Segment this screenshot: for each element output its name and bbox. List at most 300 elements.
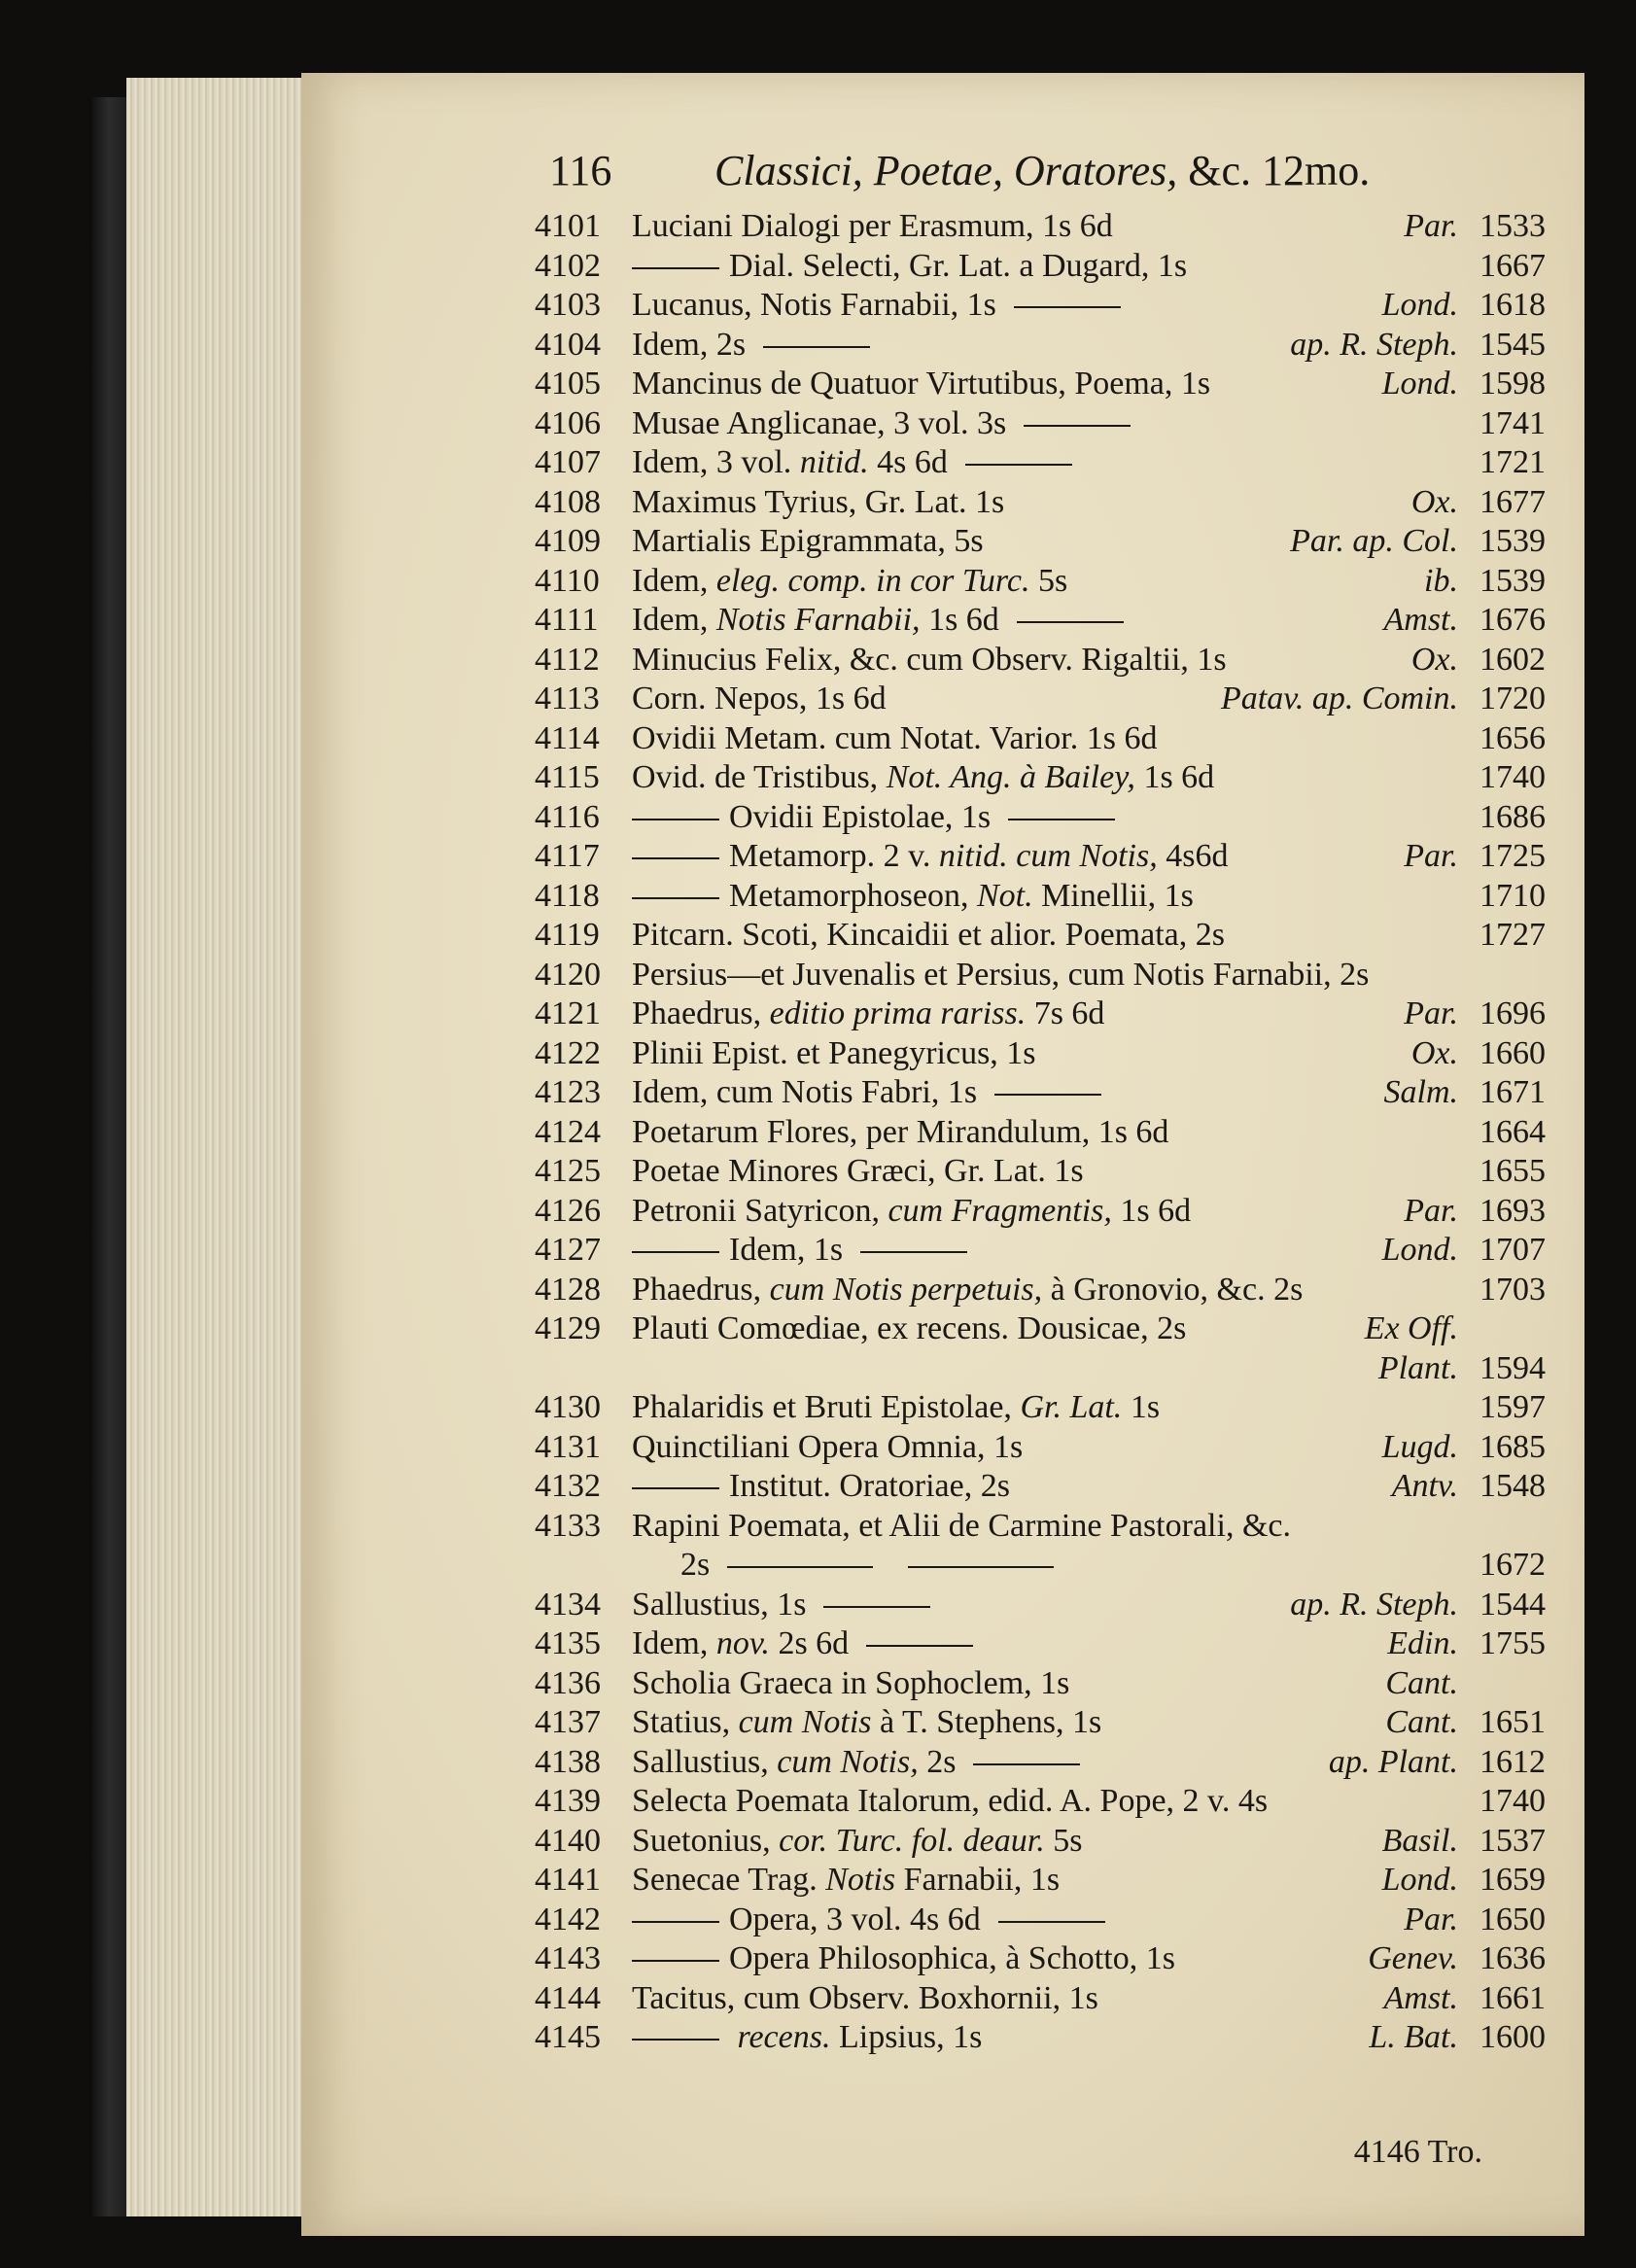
entry-title-text: Phaedrus, [632, 995, 762, 1031]
entry-title [632, 1939, 1175, 1979]
entry-year: 1602 [1479, 641, 1546, 678]
entry-title [632, 1703, 1101, 1743]
entry-title-italic: cum Notis perpetuis, [769, 1271, 1043, 1308]
entry-year: 1659 [1479, 1862, 1546, 1898]
entry-year: 1651 [1479, 1704, 1546, 1740]
entry-title [632, 207, 1113, 247]
entry-number: 4117 [535, 838, 600, 874]
catalogue-entry [535, 286, 1546, 326]
entry-year: 1693 [1479, 1192, 1546, 1229]
entry-title [632, 1624, 991, 1664]
leader-rule [727, 1566, 873, 1568]
entry-number: 4140 [535, 1822, 601, 1859]
entry-number: 4141 [535, 1862, 601, 1898]
entry-title [632, 326, 888, 366]
entry-title-text: Minucius Felix, &c. cum Observ. Rigaltii, 1s [632, 641, 1227, 678]
entry-title-text: Statius, [632, 1704, 731, 1740]
entry-title-italic: Not. Ang. à Bailey, [886, 759, 1135, 795]
entry-title [632, 1192, 1191, 1232]
entry-title-italic: cum Notis [738, 1704, 872, 1740]
entry-place: Lond. [1381, 287, 1458, 323]
catalogue-entry [535, 1901, 1546, 1940]
entry-title-after: 1s 6d [920, 602, 999, 638]
entry-year: 1685 [1479, 1428, 1546, 1465]
catalogue-entry [535, 562, 1546, 602]
entry-year: 1545 [1479, 326, 1546, 363]
entry-number: 4123 [535, 1074, 601, 1110]
entry-title-after: 2s 6d [769, 1625, 850, 1661]
entry-place: Par. [1404, 1192, 1458, 1229]
entry-place: Amst. [1383, 1979, 1458, 2016]
entry-title [632, 286, 1138, 326]
entry-title-after: 1s 6d [1111, 1192, 1192, 1229]
entry-number: 4116 [535, 798, 600, 835]
entry-title [632, 1073, 1119, 1113]
entry-title [632, 562, 1067, 602]
entry-number: 4144 [535, 1979, 601, 2016]
entry-place: Salm. [1383, 1074, 1458, 1110]
entry-year: 1703 [1479, 1271, 1546, 1308]
catalogue-entry [535, 1034, 1546, 1074]
entry-year: 1650 [1479, 1901, 1546, 1937]
entry-year: 1686 [1479, 798, 1546, 835]
entry-title-text: Metamorp. 2 v. [729, 838, 931, 874]
entry-title-italic: Gr. Lat. [1020, 1389, 1123, 1425]
entry-title [632, 365, 1210, 404]
page-number: 116 [549, 147, 612, 194]
entry-place: Ox. [1410, 483, 1458, 520]
entry-year: 1618 [1479, 287, 1546, 323]
entry-title-text: Persius—et Juvenalis et Persius, cum Notis Farnabii, 2s [632, 956, 1370, 993]
entry-place: L. Bat. [1369, 2019, 1458, 2055]
entry-title-text: Idem, 2s [632, 326, 747, 363]
entry-title-text: Ovid. de Tristibus, [632, 759, 879, 795]
entry-title [632, 1034, 1036, 1074]
entry-number: 4138 [535, 1743, 601, 1780]
entry-title-text: Idem, [632, 602, 709, 638]
entry-title-text: Luciani Dialogi per Erasmum, 1s 6d [632, 208, 1113, 244]
entry-year: 1696 [1479, 995, 1546, 1031]
entry-number: 4136 [535, 1664, 601, 1701]
entry-title [632, 1861, 1060, 1901]
ditto-dash [632, 857, 719, 859]
entry-year: 1727 [1479, 917, 1546, 953]
entry-place: Lond. [1381, 1232, 1458, 1268]
entry-year: 1597 [1479, 1389, 1546, 1425]
entry-year: 1537 [1479, 1822, 1546, 1859]
entry-number: 4126 [535, 1192, 601, 1229]
ditto-dash [632, 1960, 719, 1962]
entry-number: 4135 [535, 1625, 601, 1661]
entry-title-text: Plinii Epist. et Panegyricus, 1s [632, 1034, 1036, 1071]
entry-title [632, 1467, 1010, 1507]
leader-rule [1024, 425, 1131, 427]
entry-year-line2: 1594 [1479, 1349, 1546, 1386]
entry-title [632, 994, 1104, 1034]
entry-place: Cant. [1385, 1664, 1458, 1701]
catalogue-entry [535, 601, 1546, 641]
entry-title [632, 1507, 1291, 1547]
entry-number: 4110 [535, 562, 600, 599]
leader-rule [908, 1566, 1054, 1568]
entry-number: 4106 [535, 404, 601, 441]
entry-title [632, 247, 1187, 287]
catalogue-entry [535, 1586, 1546, 1625]
catalogue-entry [535, 1467, 1546, 1507]
entry-title-text: Institut. Oratoriae, 2s [729, 1468, 1010, 1504]
entry-year: 1600 [1479, 2019, 1546, 2055]
leader-rule [1008, 819, 1115, 820]
entry-title-after: 4s 6d [868, 444, 948, 480]
entry-number: 4132 [535, 1468, 601, 1504]
entry-title-text: Scholia Graeca in Sophoclem, 1s [632, 1664, 1070, 1701]
entry-title [632, 1743, 1097, 1783]
entry-place: Ox. [1410, 641, 1458, 678]
catalogue-entry [535, 798, 1546, 838]
catalogue-entry [535, 365, 1546, 404]
entry-title [632, 2018, 982, 2058]
entry-title [632, 1388, 1160, 1428]
entry-year: 1661 [1479, 1979, 1546, 2016]
entry-place: ib. [1424, 562, 1458, 599]
catalogue-entry [535, 719, 1546, 759]
catalogue-entry [535, 2018, 1546, 2058]
entry-title-italic: nitid. [799, 444, 869, 480]
entry-year: 1539 [1479, 523, 1546, 559]
entry-number: 4139 [535, 1783, 601, 1819]
entry-number: 4105 [535, 366, 601, 401]
entry-number: 4142 [535, 1901, 601, 1937]
leader-rule [965, 464, 1072, 466]
entry-title [632, 404, 1148, 444]
catalogue-entry [535, 641, 1546, 680]
entry-number: 4129 [535, 1310, 601, 1346]
entry-year: 1660 [1479, 1034, 1546, 1071]
entry-year: 1676 [1479, 602, 1546, 638]
catalogue-entry [535, 680, 1546, 719]
leader-rule [1017, 621, 1124, 623]
entry-number: 4134 [535, 1586, 601, 1622]
entry-number: 4130 [535, 1389, 601, 1425]
entry-year: 1677 [1479, 483, 1546, 520]
entry-title-after: à T. Stephens, 1s [871, 1704, 1102, 1740]
entry-title-text: Senecae Trag. [632, 1862, 818, 1898]
entry-title-italic: cum Notis, [777, 1743, 919, 1780]
entry-year: 1544 [1479, 1586, 1546, 1622]
entry-number: 4145 [535, 2019, 601, 2055]
entry-place: Genev. [1368, 1940, 1458, 1976]
entry-title [632, 1231, 985, 1271]
entry-title-italic: cor. Turc. fol. deaur. [779, 1822, 1045, 1859]
entry-title [632, 758, 1214, 798]
catalogue-entry [535, 1861, 1546, 1901]
entry-title-text: Idem, 1s [729, 1232, 844, 1268]
entry-place: Ex Off. [1364, 1310, 1458, 1346]
book-page [301, 73, 1584, 2236]
entry-title-text: Phaedrus, [632, 1271, 762, 1308]
entry-number: 4104 [535, 326, 601, 363]
entry-number: 4143 [535, 1940, 601, 1976]
page-edges [126, 78, 321, 2216]
entry-number: 4127 [535, 1232, 601, 1268]
entry-title [632, 1664, 1069, 1704]
entry-place-line2: Plant. [1377, 1349, 1458, 1386]
entry-title-after: Farnabii, 1s [895, 1862, 1061, 1898]
leader-rule [866, 1645, 973, 1647]
entry-title [632, 1782, 1268, 1822]
catalogue-entries [535, 207, 1546, 2058]
entry-title-italic: editio prima rariss. [769, 995, 1027, 1031]
entry-title [632, 483, 1004, 523]
entry-place: Par. [1404, 838, 1458, 874]
entry-title [632, 1152, 1084, 1192]
entry-number: 4125 [535, 1153, 601, 1189]
entry-number: 4122 [535, 1034, 601, 1071]
entry-title-text: Idem, [632, 562, 709, 599]
catalogue-entry [535, 1782, 1546, 1822]
entry-number: 4118 [535, 877, 600, 914]
entry-title-text: Selecta Poemata Italorum, edid. A. Pope, 2 v. 4s [632, 1783, 1269, 1819]
entry-title-italic: nov. [715, 1625, 770, 1661]
entry-place: Par. [1404, 995, 1458, 1031]
entry-title-after: Lipsius, 1s [830, 2019, 983, 2055]
entry-title [632, 1586, 948, 1625]
entry-title [632, 1428, 1023, 1468]
entry-title [632, 837, 1228, 877]
ditto-dash [632, 1251, 719, 1253]
entry-title-italic: Notis Farnabii, [715, 602, 921, 638]
entry-number: 4121 [535, 995, 601, 1031]
entry-title-text: Petronii Satyricon, [632, 1192, 880, 1229]
entry-title-after: 5s [1044, 1822, 1083, 1859]
entry-title-italic: recens. [737, 2019, 831, 2055]
entry-year: 1720 [1479, 680, 1546, 716]
leader-rule [998, 1921, 1105, 1923]
entry-place: Par. [1404, 1901, 1458, 1937]
catchword: 4146 Tro. [1353, 2134, 1482, 2170]
ditto-dash [632, 2039, 719, 2041]
entry-title-text: Suetonius, [632, 1822, 771, 1859]
entry-year: 1656 [1479, 719, 1546, 756]
entry-title-text: Tacitus, cum Observ. Boxhornii, 1s [632, 1979, 1098, 2016]
entry-title-text: Poetae Minores Græci, Gr. Lat. 1s [632, 1153, 1084, 1189]
entry-title-text: Ovidii Epistolae, 1s [729, 798, 992, 835]
entry-title [632, 443, 1090, 483]
entry-place: ap. R. Steph. [1290, 326, 1458, 363]
catalogue-entry [535, 1192, 1546, 1232]
entry-number: 4108 [535, 483, 601, 520]
entry-number: 4124 [535, 1113, 601, 1150]
leader-rule [763, 346, 870, 348]
running-title-italic: Classici, Poetae, Oratores, [714, 147, 1178, 194]
catalogue-entry [535, 1703, 1546, 1743]
entry-number: 4107 [535, 444, 601, 480]
entry-year: 1725 [1479, 838, 1546, 874]
entry-title [632, 1901, 1123, 1940]
entry-title-after: 1s 6d [1134, 759, 1215, 795]
entry-place: Ox. [1410, 1034, 1458, 1071]
entry-number: 4137 [535, 1704, 601, 1740]
running-title-rest: &c. 12mo. [1177, 147, 1371, 194]
entry-place: Lugd. [1381, 1428, 1458, 1465]
entry-year: 1741 [1479, 404, 1546, 441]
entry-year: 1655 [1479, 1153, 1546, 1189]
leader-rule [860, 1251, 967, 1253]
entry-number: 4115 [535, 759, 600, 795]
catalogue-entry [535, 1271, 1546, 1310]
catalogue-entry [535, 1113, 1546, 1153]
entry-title-text: Sallustius, 1s [632, 1586, 807, 1622]
catalogue-entry [535, 1388, 1546, 1428]
entry-year: 1598 [1479, 366, 1546, 401]
catalogue-entry [535, 443, 1546, 483]
entry-title-text: Idem, 3 vol. [632, 444, 792, 480]
entry-place: Patav. ap. Comin. [1221, 680, 1458, 716]
entry-number: 4112 [535, 641, 600, 678]
entry-title [632, 601, 1141, 641]
entry-title-italic: cum Fragmentis, [888, 1192, 1112, 1229]
entry-title [632, 641, 1227, 680]
entry-title [632, 956, 1369, 995]
entry-title-text: Pitcarn. Scoti, Kincaidii et alior. Poemata, 2s [632, 917, 1225, 953]
entry-title-text: Opera, 3 vol. 4s 6d [729, 1901, 981, 1937]
catalogue-entry [535, 916, 1546, 956]
entry-title-after: à Gronovio, &c. 2s [1042, 1271, 1304, 1308]
catalogue-entry [535, 1309, 1546, 1388]
entry-title-after: 4s6d [1157, 838, 1229, 874]
entry-year: 1664 [1479, 1113, 1546, 1150]
catalogue-entry [535, 483, 1546, 523]
entry-year-line2: 1672 [1479, 1547, 1546, 1583]
catalogue-entry [535, 1507, 1546, 1586]
entry-title [632, 680, 887, 719]
entry-title [632, 1113, 1168, 1153]
entry-year: 1667 [1479, 247, 1546, 284]
entry-title-after: Minellii, 1s [1032, 877, 1194, 914]
entry-title-text: Phalaridis et Bruti Epistolae, [632, 1389, 1012, 1425]
entry-title-text: Corn. Nepos, 1s 6d [632, 680, 887, 716]
leader-rule [994, 1094, 1101, 1096]
catalogue-entry [535, 758, 1546, 798]
running-title [714, 146, 1370, 195]
entry-place: Cant. [1385, 1704, 1458, 1740]
catalogue-entry [535, 956, 1546, 995]
entry-title-italic: eleg. comp. in cor Turc. [715, 562, 1030, 599]
entry-title-text: Maximus Tyrius, Gr. Lat. 1s [632, 483, 1005, 520]
entry-year: 1721 [1479, 444, 1546, 480]
entry-place: Par. [1404, 208, 1458, 244]
entry-year: 1539 [1479, 562, 1546, 599]
entry-number: 4119 [535, 917, 600, 953]
entry-title-text: Ovidii Metam. cum Notat. Varior. 1s 6d [632, 719, 1158, 756]
entry-title-text: Lucanus, Notis Farnabii, 1s [632, 287, 996, 323]
entry-title [632, 798, 1132, 838]
entry-title-text: Plauti Comœdiae, ex recens. Dousicae, 2s [632, 1310, 1187, 1346]
entry-year: 1755 [1479, 1625, 1546, 1661]
entry-year: 1612 [1479, 1743, 1546, 1780]
entry-year: 1740 [1479, 1783, 1546, 1819]
catalogue-entry [535, 1743, 1546, 1783]
catalogue-entry [535, 1073, 1546, 1113]
entry-title-line2-text: 2s [680, 1547, 711, 1583]
entry-title-text: Quinctiliani Opera Omnia, 1s [632, 1428, 1024, 1465]
entry-place: Basil. [1381, 1822, 1458, 1859]
catalogue-entry [535, 1624, 1546, 1664]
entry-title-text: Sallustius, [632, 1743, 769, 1780]
entry-number: 4133 [535, 1507, 601, 1544]
entry-title [632, 1271, 1303, 1310]
entry-year: 1707 [1479, 1232, 1546, 1268]
catalogue-entry [535, 1428, 1546, 1468]
catalogue-entry [535, 326, 1546, 366]
catalogue-entry [535, 1664, 1546, 1704]
entry-title-text: Rapini Poemata, et Alii de Carmine Pastorali, &c. [632, 1507, 1291, 1544]
entry-place: Amst. [1383, 602, 1458, 638]
entry-title [632, 1309, 1186, 1349]
entry-number: 4101 [535, 208, 601, 244]
catalogue-entry [535, 1231, 1546, 1271]
leader-rule [973, 1763, 1080, 1765]
entry-number: 4120 [535, 956, 601, 993]
entry-title-after: 2s [918, 1743, 957, 1780]
running-header [549, 146, 1570, 214]
entry-title-line2 [680, 1546, 1071, 1586]
entry-title-italic: Notis [825, 1862, 896, 1898]
leader-rule [823, 1606, 930, 1608]
entry-title-text: Poetarum Flores, per Mirandulum, 1s 6d [632, 1113, 1169, 1150]
entry-number: 4102 [535, 247, 601, 284]
catalogue-entry [535, 837, 1546, 877]
catalogue-entry [535, 404, 1546, 444]
catalogue-entry [535, 877, 1546, 917]
ditto-dash [632, 897, 719, 899]
entry-title-italic: Not. [976, 877, 1033, 914]
entry-title-text: Musae Anglicanae, 3 vol. 3s [632, 404, 1007, 441]
catalogue-entry [535, 1152, 1546, 1192]
entry-place: Edin. [1387, 1625, 1458, 1661]
ditto-dash [632, 267, 719, 269]
catalogue-entry [535, 1979, 1546, 2019]
entry-place: Lond. [1381, 366, 1458, 401]
entry-number: 4103 [535, 287, 601, 323]
entry-number: 4111 [535, 602, 599, 638]
entry-title-text: Idem, cum Notis Fabri, 1s [632, 1074, 978, 1110]
entry-title-after: 1s [1122, 1389, 1161, 1425]
entry-title-text: Martialis Epigrammata, 5s [632, 523, 984, 559]
catalogue-entry [535, 1822, 1546, 1862]
entry-title-text: Mancinus de Quatuor Virtutibus, Poema, 1s [632, 366, 1211, 401]
catalogue-entry [535, 247, 1546, 287]
entry-title [632, 916, 1225, 956]
catalogue-entry [535, 207, 1546, 247]
entry-year: 1710 [1479, 877, 1546, 914]
entry-number: 4114 [535, 719, 600, 756]
entry-place: ap. Plant. [1328, 1743, 1458, 1780]
leader-rule [1014, 306, 1121, 308]
entry-title [632, 877, 1194, 917]
ditto-dash [632, 1487, 719, 1489]
entry-title [632, 1979, 1098, 2019]
entry-title-text: Dial. Selecti, Gr. Lat. a Dugard, 1s [729, 247, 1188, 284]
entry-year: 1548 [1479, 1468, 1546, 1504]
entry-number: 4128 [535, 1271, 601, 1308]
entry-place: Par. ap. Col. [1290, 523, 1458, 559]
entry-number: 4109 [535, 523, 601, 559]
entry-number: 4113 [535, 680, 600, 716]
entry-title-text: Metamorphoseon, [729, 877, 969, 914]
entry-year: 1636 [1479, 1940, 1546, 1976]
entry-title-text: Opera Philosophica, à Schotto, 1s [729, 1940, 1175, 1976]
